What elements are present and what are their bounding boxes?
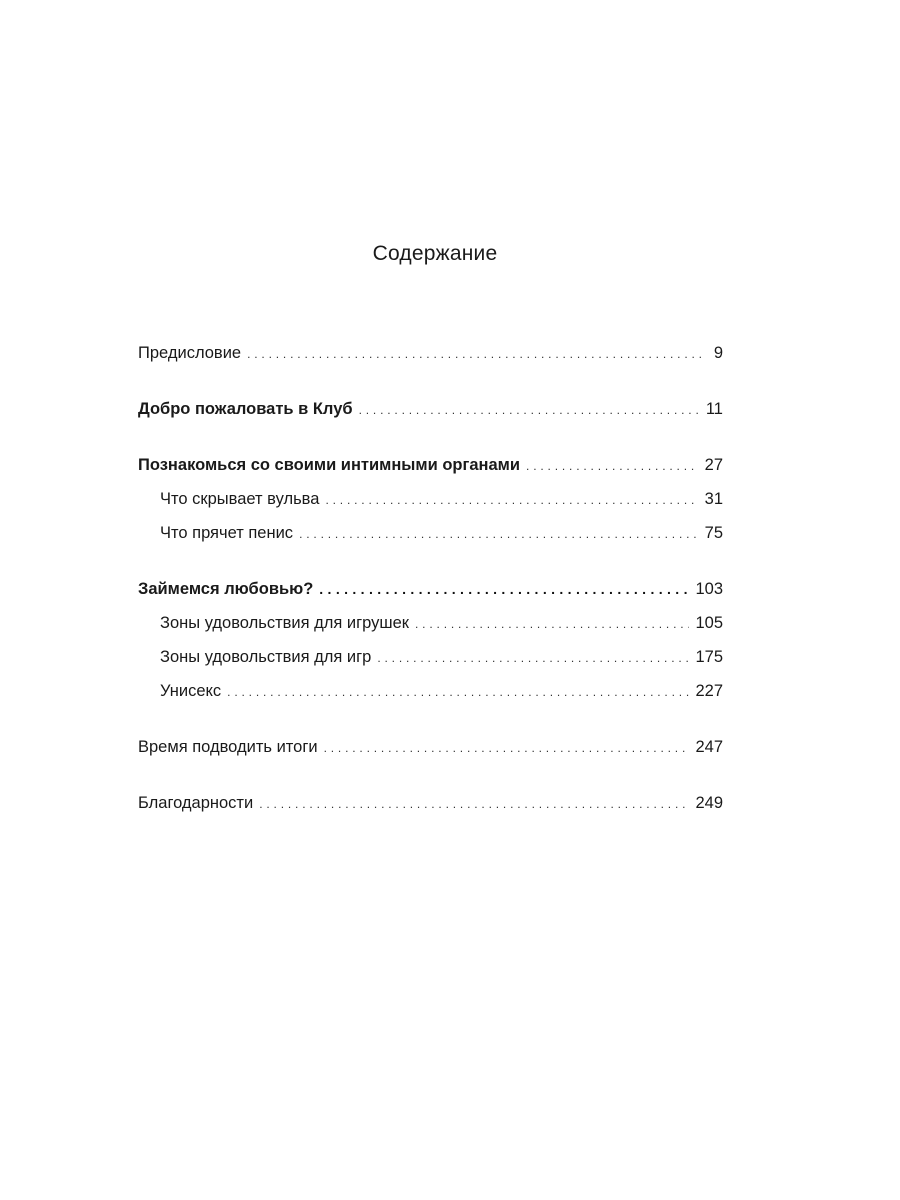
dot-leader: [415, 607, 689, 641]
toc-entry-vulva: [138, 482, 723, 516]
toc-entry-page: 31: [704, 490, 723, 508]
dot-leader: [227, 675, 689, 709]
toc-entry-unisex: [138, 674, 723, 708]
toc-entry-label: Зоны удовольствия для игр: [160, 648, 372, 666]
toc-entry-label: Время подводить итоги: [138, 738, 318, 756]
page-title: Содержание: [372, 242, 498, 266]
dot-leader: [319, 572, 689, 606]
dot-leader: [324, 731, 690, 765]
toc-entry-label: Займемся любовью?: [138, 580, 314, 598]
toc-entry-welcome: [138, 392, 723, 426]
toc-entry-toys: [138, 606, 723, 640]
toc-entry-label: Предисловие: [138, 344, 242, 362]
toc-entry-page: 103: [695, 580, 723, 598]
toc-entry-love: [138, 572, 723, 606]
dot-leader: [359, 393, 700, 427]
toc-entry-acknowledgments: [138, 786, 723, 820]
toc-entry-page: 227: [695, 682, 723, 700]
toc-entry-label: Что скрывает вульва: [160, 490, 320, 508]
dot-leader: [377, 641, 689, 675]
dot-leader: [247, 337, 705, 371]
toc-entry-penis: [138, 516, 723, 550]
toc-entry-page: 11: [705, 400, 723, 418]
toc-entry-label: Благодарности: [138, 794, 254, 812]
toc-entry-label: Зоны удовольствия для игрушек: [160, 614, 410, 632]
dot-leader: [259, 787, 689, 821]
dot-leader: [325, 483, 698, 517]
toc-entry-label: Познакомься со своими интимными органами: [138, 456, 521, 474]
toc-entry-preface: [138, 336, 723, 370]
toc-entry-page: 75: [704, 524, 723, 542]
toc-entry-page: 247: [695, 738, 723, 756]
dot-leader: [526, 449, 699, 483]
toc-entry-page: 9: [713, 344, 723, 362]
toc-entry-page: 27: [704, 456, 723, 474]
toc-entry-page: 175: [695, 648, 723, 666]
toc-entry-summary: [138, 730, 723, 764]
toc-entry-organs: [138, 448, 723, 482]
table-of-contents: [138, 336, 723, 820]
dot-leader: [299, 517, 699, 551]
toc-entry-label: Унисекс: [160, 682, 222, 700]
toc-entry-label: Что прячет пенис: [160, 524, 294, 542]
toc-entry-page: 249: [695, 794, 723, 812]
toc-entry-games: [138, 640, 723, 674]
toc-entry-page: 105: [695, 614, 723, 632]
toc-entry-label: Добро пожаловать в Клуб: [138, 400, 353, 418]
